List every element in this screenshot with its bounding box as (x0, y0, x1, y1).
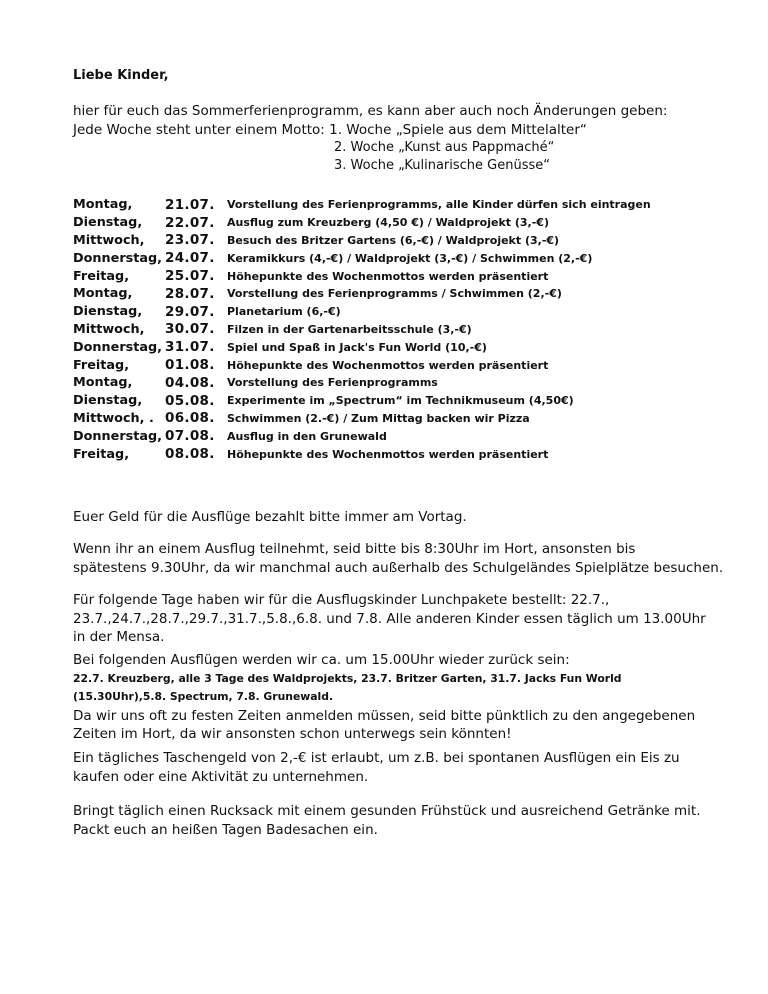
schedule-event: Vorstellung des Ferienprogramms (227, 376, 438, 390)
schedule-day: Donnerstag, (73, 339, 163, 355)
intro-line-1: hier für euch das Sommerferienprogramm, es kann aber auch noch Änderungen geben: (73, 103, 668, 119)
schedule-day: Dienstag, (73, 393, 143, 409)
paragraph-line: spätestens 9.30Uhr, da wir manchmal auch außerhalb des Schulgeländes Spielplätze besuchen. (73, 559, 724, 576)
schedule-date: 29.07. (165, 303, 215, 320)
schedule-date: 21.07. (165, 196, 215, 213)
schedule-event: Höhepunkte des Wochenmottos werden präsentiert (227, 358, 549, 372)
schedule-date: 28.07. (165, 285, 215, 302)
schedule-row (73, 392, 651, 410)
schedule-day: Dienstag, (73, 215, 143, 231)
paragraph-line: Euer Geld für die Ausflüge bezahlt bitte immer am Vortag. (73, 509, 467, 525)
schedule-day: Mittwoch, (73, 232, 145, 248)
schedule-event: Ausflug zum Kreuzberg (4,50 €) / Waldprojekt (3,-€) (227, 216, 549, 230)
schedule-day: Dienstag, (73, 304, 143, 320)
schedule-date: 25.07. (165, 268, 215, 285)
intro-line-2: Jede Woche steht unter einem Motto: 1. Woche „Spiele aus dem Mittelalter“ (73, 121, 587, 138)
schedule-row (73, 410, 651, 428)
schedule-row (73, 196, 651, 214)
paragraph-return (73, 651, 713, 744)
schedule-date: 04.08. (165, 374, 215, 391)
schedule-row (73, 321, 651, 339)
motto-list (334, 139, 554, 175)
schedule-day: Donnerstag, (73, 250, 163, 266)
paragraph-line: Zeiten im Hort, da wir ansonsten schon unterwegs sein könnten! (73, 726, 512, 742)
schedule-event: Ausflug in den Grunewald (227, 429, 387, 443)
schedule-date: 30.07. (165, 321, 215, 338)
schedule-date: 08.08. (165, 446, 215, 463)
schedule-row (73, 338, 651, 356)
schedule-event: Höhepunkte des Wochenmottos werden präsentiert (227, 269, 549, 283)
schedule-event: Vorstellung des Ferienprogramms, alle Kinder dürfen sich eintragen (227, 198, 651, 212)
schedule-day: Montag, (73, 286, 133, 302)
schedule-row (73, 214, 651, 232)
schedule-day: Mittwoch, . (73, 410, 154, 426)
schedule-row (73, 285, 651, 303)
schedule-event: Planetarium (6,-€) (227, 305, 341, 319)
schedule-day: Montag, (73, 375, 133, 391)
paragraph-hort (73, 540, 724, 577)
paragraph-line: kaufen oder eine Aktivität zu unternehmen. (73, 768, 369, 785)
schedule-row (73, 356, 651, 374)
paragraph-pocket-money (73, 749, 713, 786)
paragraph-lunch (73, 591, 713, 647)
schedule-date: 05.08. (165, 392, 215, 409)
schedule-date: 22.07. (165, 214, 215, 231)
schedule-table (73, 196, 651, 463)
paragraph-line: Da wir uns oft zu festen Zeiten anmelden müssen, seid bitte pünktlich zu den angegebenen (73, 707, 696, 724)
schedule-event: Spiel und Spaß in Jack's Fun World (10,-€) (227, 340, 487, 354)
schedule-event: Experimente im „Spectrum“ im Technikmuseum (4,50€) (227, 394, 574, 408)
schedule-event: Besuch des Britzer Gartens (6,-€) / Waldprojekt (3,-€) (227, 233, 560, 247)
greeting: Liebe Kinder, (73, 68, 169, 83)
paragraph-backpack (73, 802, 713, 839)
schedule-event: Vorstellung des Ferienprogramms / Schwimmen (2,-€) (227, 287, 562, 301)
schedule-date: 23.07. (165, 232, 215, 249)
schedule-day: Mittwoch, (73, 321, 145, 337)
schedule-day: Freitag, (73, 446, 130, 462)
motto-week-2: 2. Woche „Kunst aus Pappmaché“ (334, 140, 555, 155)
schedule-row (73, 427, 651, 445)
schedule-day: Freitag, (73, 268, 130, 284)
intro-text (73, 102, 723, 139)
return-trips-line: 22.7. Kreuzberg, alle 3 Tage des Waldprojekts, 23.7. Britzer Garten, 31.7. Jacks Fun World (73, 671, 622, 685)
paragraph-line: 23.7.,24.7.,28.7.,29.7.,31.7.,5.8.,6.8. und 7.8. Alle anderen Kinder essen täglich um 13.00Uhr (73, 610, 706, 627)
schedule-date: 06.08. (165, 410, 215, 427)
schedule-event: Filzen in der Gartenarbeitsschule (3,-€) (227, 322, 472, 336)
schedule-row (73, 249, 651, 267)
schedule-row (73, 374, 651, 392)
schedule-day: Montag, (73, 197, 133, 213)
paragraph-line: in der Mensa. (73, 629, 165, 645)
schedule-date: 31.07. (165, 339, 215, 356)
paragraph-money (73, 508, 713, 527)
motto-week-3: 3. Woche „Kulinarische Genüsse“ (334, 158, 550, 173)
schedule-event: Keramikkurs (4,-€) / Waldprojekt (3,-€) / Schwimmen (2,-€) (227, 251, 593, 265)
schedule-row (73, 232, 651, 250)
schedule-row (73, 267, 651, 285)
paragraph-line: Bei folgenden Ausflügen werden wir ca. um 15.00Uhr wieder zurück sein: (73, 652, 570, 668)
paragraph-line: Für folgende Tage haben wir für die Ausflugskinder Lunchpakete bestellt: 22.7., (73, 592, 610, 608)
schedule-event: Schwimmen (2.-€) / Zum Mittag backen wir Pizza (227, 411, 530, 425)
schedule-event: Höhepunkte des Wochenmottos werden präsentiert (227, 447, 549, 461)
schedule-row (73, 445, 651, 463)
schedule-row (73, 303, 651, 321)
schedule-day: Freitag, (73, 357, 130, 373)
paragraph-line: Wenn ihr an einem Ausflug teilnehmt, seid bitte bis 8:30Uhr im Hort, ansonsten bis (73, 541, 636, 557)
schedule-date: 07.08. (165, 428, 215, 445)
schedule-date: 24.07. (165, 250, 215, 267)
paragraph-line: Ein tägliches Taschengeld von 2,-€ ist erlaubt, um z.B. bei spontanen Ausflügen ein Eis zu (73, 750, 680, 766)
return-trips-line: (15.30Uhr),5.8. Spectrum, 7.8. Grunewald. (73, 690, 334, 703)
paragraph-line: Bringt täglich einen Rucksack mit einem gesunden Frühstück und ausreichend Getränke mit. (73, 803, 701, 819)
schedule-day: Donnerstag, (73, 428, 163, 444)
schedule-date: 01.08. (165, 357, 215, 374)
paragraph-line: Packt euch an heißen Tagen Badesachen ein. (73, 821, 378, 838)
